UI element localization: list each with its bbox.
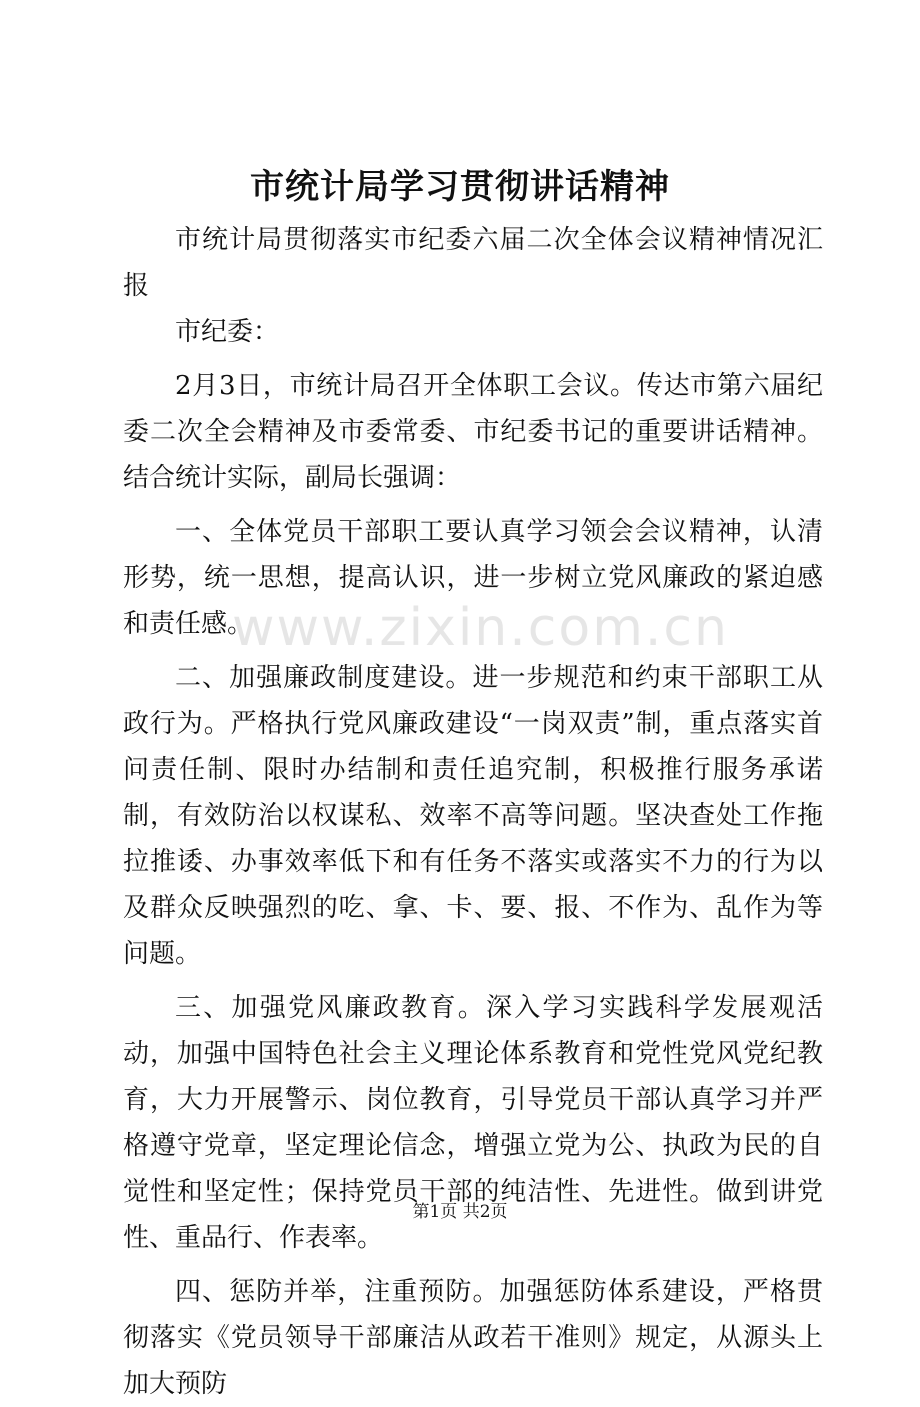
document-body [123, 217, 823, 1407]
page-footer: 第1页 共2页 [412, 1202, 508, 1222]
paragraph-point-3: 三、加强党风廉政教育。深入学习实践科学发展观活动，加强中国特色社会主义理论体系教育和党性党风党纪教育，大力开展警示、岗位教育，引导党员干部认真学习并严格遵守党章，坚定理论信念，增强立党为公、执政为民的自觉性和坚定性；保持党员干部的纯洁性、先进性。做到讲党性、重品行、作表率。 [123, 993, 823, 1253]
salutation: 市纪委： [175, 317, 280, 347]
paragraph-intro: 2月3日，市统计局召开全体职工会议。传达市第六届纪委二次全会精神及市委常委、市纪委书记的重要讲话精神。结合统计实际，副局长强调： [123, 371, 823, 493]
paragraph-point-2: 二、加强廉政制度建设。进一步规范和约束干部职工从政行为。严格执行党风廉政建设“一岗双责”制，重点落实首问责任制、限时办结制和责任追究制，积极推行服务承诺制，有效防治以权谋私、效率不高等问题。坚决查处工作拖拉推诿、办事效率低下和有任务不落实或落实不力的行为以及群众反映强烈的吃、拿、卡、要、报、不作为、乱作为等问题。 [123, 663, 823, 969]
report-subtitle: 市统计局贯彻落实市纪委六届二次全体会议精神情况汇报 [123, 225, 823, 301]
watermark: www.zixin.com.cn [232, 598, 729, 658]
paragraph-point-4: 四、惩防并举，注重预防。加强惩防体系建设，严格贯彻落实《党员领导干部廉洁从政若干准则》规定，从源头上加大预防 [123, 1277, 823, 1399]
paragraph-point-1: 一、全体党员干部职工要认真学习领会会议精神，认清形势，统一思想，提高认识，进一步树立党风廉政的紧迫感和责任感。 [123, 517, 823, 639]
document-title: 市统计局学习贯彻讲话精神 [250, 167, 670, 207]
